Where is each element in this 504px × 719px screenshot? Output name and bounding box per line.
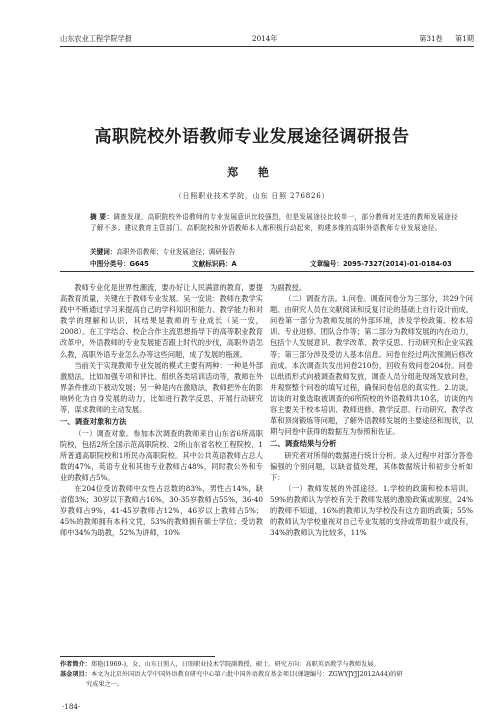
section-heading: 二、调查结果与分析 bbox=[270, 439, 337, 449]
article-author: 郑 艳 bbox=[227, 166, 277, 179]
body-paragraph: （一）调查对象。参加本次调查的教师来自山东省6所高职院校，包括2所全国示范高职院校、2所山东省名校工程院校、1所普通高职院校和1所民办高职院校。其中公共英语教师占总人数的47%，英语专业和其他专业教师占48%，同时教公外和专业的教师占5%。 bbox=[60, 428, 263, 482]
header-divider bbox=[60, 271, 474, 272]
document-code: 文献标识码：A bbox=[192, 260, 237, 268]
article-number: 文章编号：2095-7327(2014)-01-0184-03 bbox=[310, 260, 452, 268]
body-column-left bbox=[60, 282, 263, 539]
body-paragraph: （一）教师发展的外部途径。1.学校的政策和校本培训。59%的教师认为学校有关于教师发展的激励政策或制度，24%的教师不知道，16%的教师认为学校没有这方面的政策；55%的教师认为学校重视对自己专业发展的支持或帮助很少或没有，34%的教师认为比较多，11% bbox=[270, 484, 473, 538]
fund-label: 基金项目： bbox=[60, 671, 91, 678]
header-issue: 第1期 bbox=[455, 34, 474, 43]
keywords-text: 高职外语教师；专业发展途径；调研报告 bbox=[116, 248, 236, 256]
volume-issue bbox=[409, 33, 474, 45]
fund-text: 本文为北京外国语大学中国外语教育研究中心第六批中国外语教育基金项目(课题编号：ZGWYJYJJ2012A44)的研 bbox=[90, 671, 403, 678]
body-paragraph: 研究者对所得的数据进行统计分析。录入过程中对部分答卷偏强的个别问题，以缺省值处理，其体数据统计和初步分析如下： bbox=[270, 450, 473, 482]
footnote-divider bbox=[60, 656, 215, 657]
classification-codes bbox=[90, 259, 470, 271]
body-paragraph: 当前关于实现教师专业发展的模式主要有两种：一种是外部激励法，比如加强专项和评比、组织各类培训活动等，教师在外界条件推动下被动发展；另一种是内在激励法，教师把外在的影响转化为自身发展的动力，比如进行教学反思、开展行动研究等，谋求教师的主动发展。 bbox=[60, 360, 263, 415]
author-bio bbox=[60, 660, 474, 670]
fund-info-continued: 究成果之一。 bbox=[86, 681, 124, 688]
author-bio-label: 作者简介： bbox=[60, 661, 91, 668]
section-heading: 一、调查对象和方法 bbox=[60, 417, 127, 427]
body-paragraph: （二）调查方法。1.问卷。调查问卷分为三部分，共29个问题。由研究人员在文献阅读和反复讨论的基础上自行设计而成，问卷第一部分为教师发展的外部环境，涉及学校政策、校本培训、专业进修、团队合作等；第二部分为教师发展的内在动力，包括个人发展意识、教学改革、教学反思、行动研究和企业实践等；第三部分涉及受访人基本信息。问卷在经过两次预测后修改而成。本次调查共发出问卷210份，回收有效问卷204份。问卷以纸质形式向被调查教师发放，调查人员分组赴现场发放问卷，并观察整个问卷的填写过程，确保问卷信息的真实性。2.访谈。访谈的对象选取被调查的6所院校的外语教师共10名，访谈的内容主要关于校本培训、教师进修、教学反思、行动研究、教学改革和顶岗锻炼等问题，了解外语教师发展的主要途径和现状，以期与问卷中获得的数据互为参照和佐证。 bbox=[270, 294, 473, 437]
page-number: ·184· bbox=[62, 702, 81, 711]
header-year: 2014年 bbox=[252, 34, 278, 43]
author-affiliation: （日照职业技术学院，山东 日照 276826） bbox=[174, 192, 330, 200]
keywords bbox=[90, 247, 460, 257]
body-column-right bbox=[270, 282, 473, 539]
fund-info bbox=[60, 670, 474, 680]
article-title: 高职院校外语教师专业发展途径调研报告 bbox=[94, 127, 410, 147]
abstract-label: 摘 要： bbox=[90, 213, 114, 221]
abstract bbox=[90, 212, 460, 233]
keywords-label: 关键词： bbox=[90, 248, 117, 256]
footnote bbox=[60, 660, 474, 690]
body-paragraph: 教师专业化是世界性潮流，要办好让人民满意的教育，要提高教育质量，关键在于教师专业发展。吴一安说：教师在教学实践中不断通过学习来提高自己的学科知识和能力、教学能力和对教学的理解和认识，其结果是教师的专业成长（吴一安，2008）。在工学结合、校企合作主流思想指导下的高等职业教育改革中，外语教师的专业发展能否跟上时代的步伐，高职外语怎么教，高职外语专业怎么办等这些问题，成了发展的瓶颈。 bbox=[60, 283, 263, 359]
clc-code: 中图分类号：G645 bbox=[90, 260, 149, 268]
abstract-text: 调查发现，高职院校外语教师的专业发展意识比较强烈，但是发展途径比较单一，部分教师对先进的教师发展途径了解不多。建议教育主管部门、高职院校和外语教师本人都积极行动起来，构建多维的高职外语教师专业发展途径。 bbox=[90, 213, 458, 232]
header-volume: 第31卷 bbox=[419, 34, 443, 43]
body-paragraph: 为副教授。 bbox=[270, 283, 306, 292]
author-bio-text: 郑艳(1969-)，女，山东日照人，日照职业技术学院副教授，硕士。研究方向：高职英语教学与教师发展。 bbox=[90, 661, 380, 668]
running-header bbox=[60, 33, 474, 47]
body-paragraph: 在204位受访教师中女性占总数的83%，男性占14%，缺省值3%；30岁以下教师占16%，30-35岁教师占55%，36-40岁教师占9%，41-45岁教师占12%，46岁以上教师占5%；45%的教师拥有本科文凭，53%的教师拥有硕士学位；受访教师中34%为助教，52%为讲师，10% bbox=[60, 484, 263, 538]
journal-name: 山东农业工程学院学报 bbox=[60, 34, 132, 43]
